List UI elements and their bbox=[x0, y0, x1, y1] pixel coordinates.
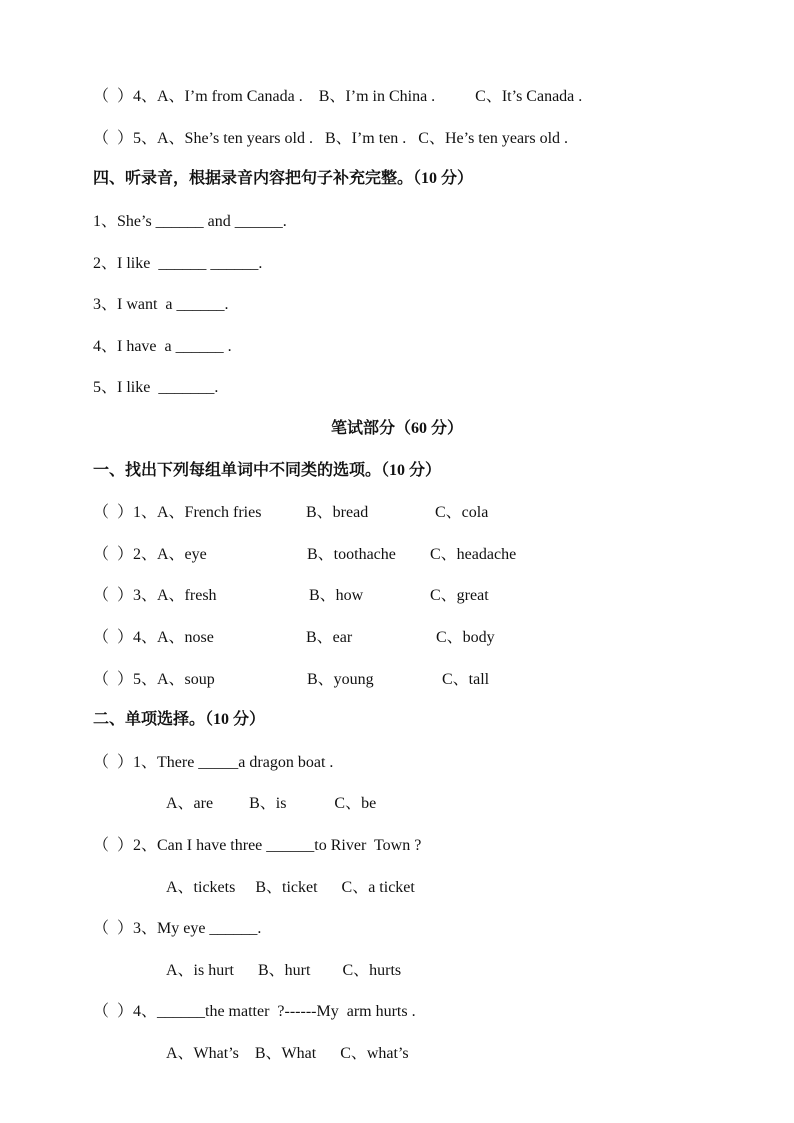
odd-one-out-row-4-c: C、body bbox=[436, 629, 495, 646]
listening-q4: （ ）4、A、I’m from Canada . B、I’m in China . C、It’s Canada . bbox=[93, 88, 583, 105]
fill-item-2: 2、I like ______ ______. bbox=[93, 255, 263, 272]
fill-item-1: 1、She’s ______ and ______. bbox=[93, 213, 287, 230]
choice-q2-options: A、tickets B、ticket C、a ticket bbox=[166, 879, 415, 896]
odd-one-out-row-3: （ ）3、A、fresh bbox=[93, 587, 217, 604]
odd-one-out-row-2: （ ）2、A、eye bbox=[93, 546, 207, 563]
odd-one-out-row-5: （ ）5、A、soup bbox=[93, 671, 215, 688]
fill-item-4: 4、I have a ______ . bbox=[93, 338, 232, 355]
section2-heading: 二、单项选择。（10 分） bbox=[93, 711, 266, 728]
written-part-title: 笔试部分（60 分） bbox=[330, 420, 463, 437]
choice-q3: （ ）3、My eye ______. bbox=[93, 920, 262, 937]
fill-item-5: 5、I like _______. bbox=[93, 379, 219, 396]
odd-one-out-row-1: （ ）1、A、French fries bbox=[93, 504, 262, 521]
odd-one-out-row-3-c: C、great bbox=[430, 587, 489, 604]
choice-q2: （ ）2、Can I have three ______to River Town ? bbox=[93, 837, 422, 854]
choice-q1: （ ）1、There _____a dragon boat . bbox=[93, 754, 334, 771]
section4-heading: 四、听录音，根据录音内容把句子补充完整。（10 分） bbox=[93, 170, 474, 187]
odd-one-out-row-1-b: B、bread bbox=[306, 504, 369, 521]
choice-q3-options: A、is hurt B、hurt C、hurts bbox=[166, 962, 402, 979]
odd-one-out-row-5-c: C、tall bbox=[442, 671, 490, 688]
fill-item-3: 3、I want a ______. bbox=[93, 296, 229, 313]
odd-one-out-row-3-b: B、how bbox=[309, 587, 364, 604]
odd-one-out-row-2-c: C、headache bbox=[430, 546, 517, 563]
section1-heading: 一、找出下列每组单词中不同类的选项。（10 分） bbox=[93, 462, 442, 479]
choice-q4: （ ）4、______the matter ?------My arm hurts . bbox=[93, 1003, 416, 1020]
listening-q5: （ ）5、A、She’s ten years old . B、I’m ten . C、He’s ten years old . bbox=[93, 130, 569, 147]
choice-q4-options: A、What’s B、What C、what’s bbox=[166, 1045, 409, 1062]
odd-one-out-row-5-b: B、young bbox=[307, 671, 374, 688]
odd-one-out-row-1-c: C、cola bbox=[435, 504, 489, 521]
choice-q1-options: A、are B、is C、be bbox=[166, 795, 377, 812]
odd-one-out-row-2-b: B、toothache bbox=[307, 546, 396, 563]
odd-one-out-row-4-b: B、ear bbox=[306, 629, 353, 646]
odd-one-out-row-4: （ ）4、A、nose bbox=[93, 629, 214, 646]
